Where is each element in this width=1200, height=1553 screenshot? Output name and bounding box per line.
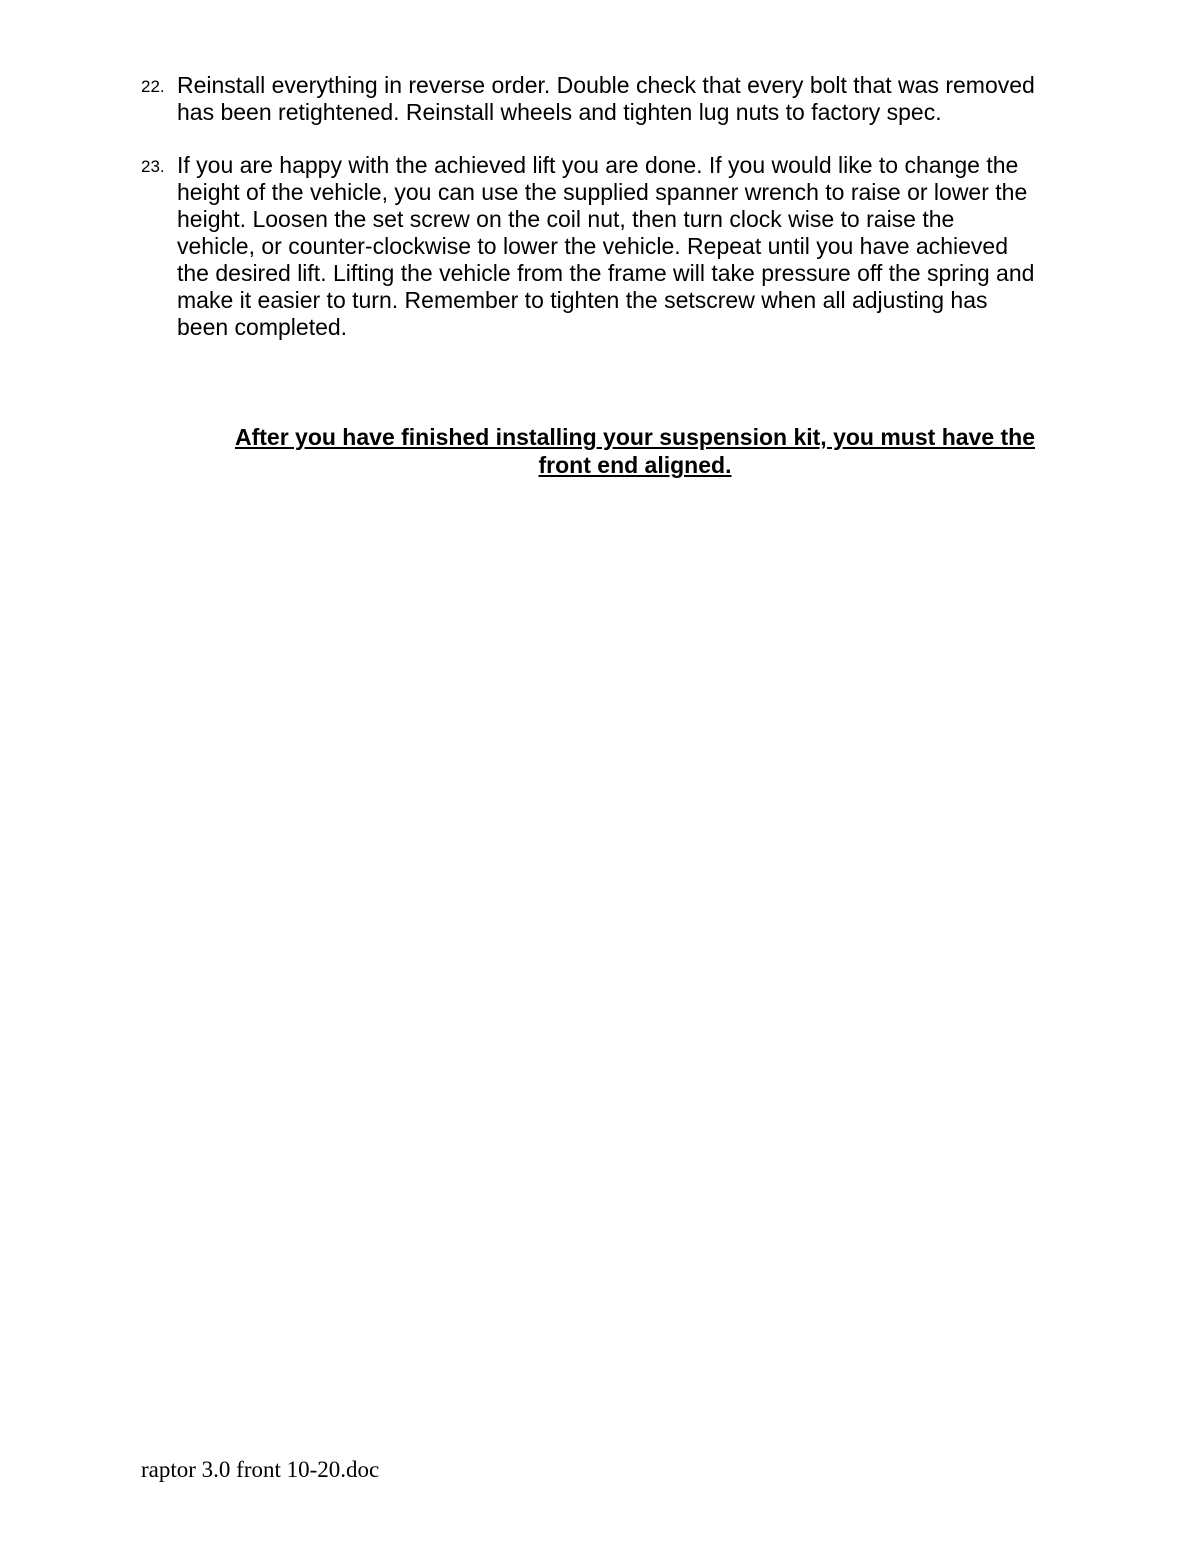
step-text: If you are happy with the achieved lift you are done. If you would like to change the height of the vehicle, you can use the supplied spanner wrench to raise or lower the height. Loosen the set screw on the coil nut, then turn clock wise to raise the vehicle, or counter-clockwise to lower the vehicle. Repeat until you have achieved the desired lift. Lifting the vehicle from the frame will take pressure off the spring and make it easier to turn. Remember to tighten the setscrew when all adjusting has been completed. xyxy=(177,152,1035,340)
step-number: 23. xyxy=(141,157,165,176)
step-number: 22. xyxy=(141,77,165,96)
instruction-step-22 xyxy=(141,72,1081,126)
alignment-notice: After you have finished installing your suspension kit, you must have the front end aligned. xyxy=(234,424,1036,478)
document-footer-filename: raptor 3.0 front 10-20.doc xyxy=(141,1457,380,1482)
instruction-step-23 xyxy=(141,152,1081,341)
step-text: Reinstall everything in reverse order. Double check that every bolt that was removed has been retightened. Reinstall wheels and tighten lug nuts to factory spec. xyxy=(177,72,1035,125)
